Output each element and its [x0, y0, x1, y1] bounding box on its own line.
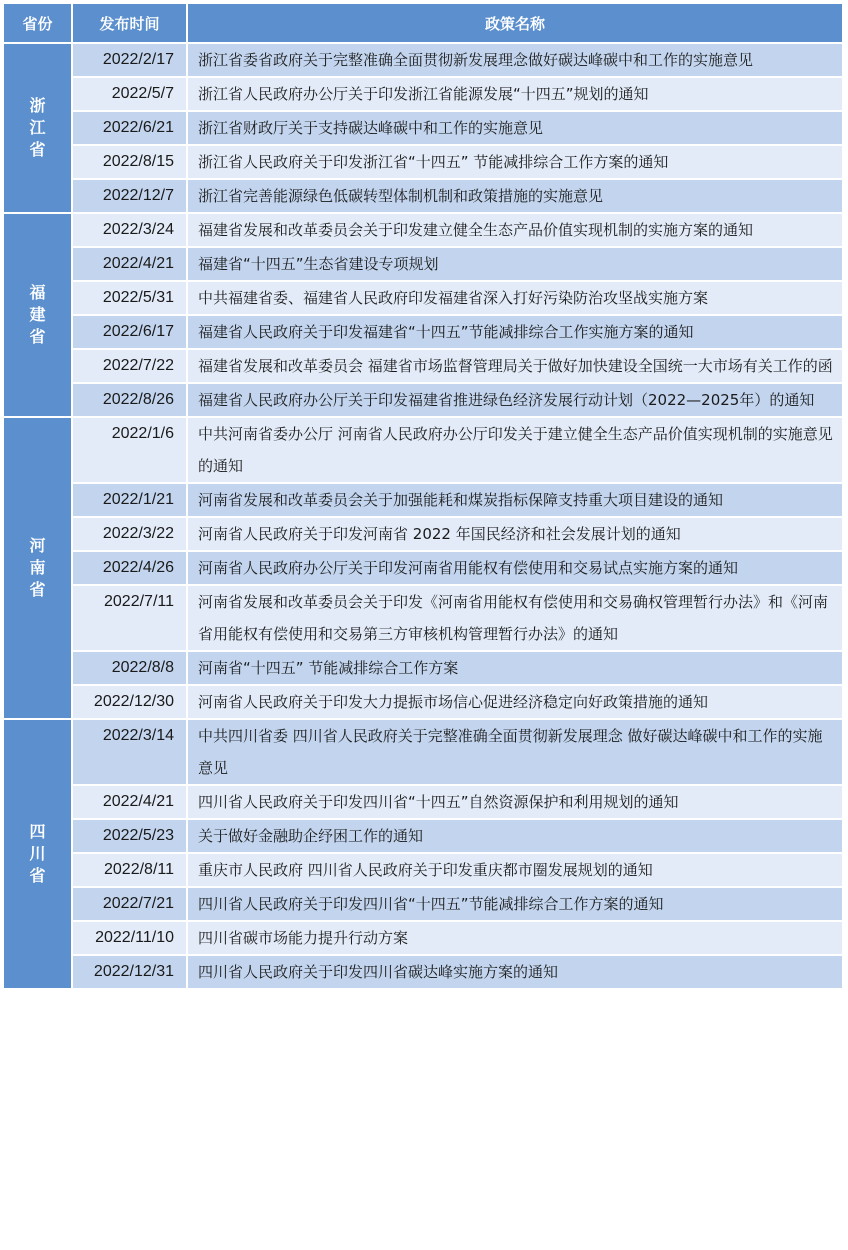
publish-date: 2022/3/22	[73, 518, 188, 552]
table-row	[4, 956, 842, 990]
table-row	[4, 854, 842, 888]
policy-title: 浙江省财政厅关于支持碳达峰碳中和工作的实施意见	[188, 112, 842, 146]
policy-title: 河南省人民政府关于印发大力提振市场信心促进经济稳定向好政策措施的通知	[188, 686, 842, 720]
policy-title: 四川省碳市场能力提升行动方案	[188, 922, 842, 956]
table-row	[4, 78, 842, 112]
policy-table	[4, 4, 842, 990]
table-row	[4, 214, 842, 248]
publish-date: 2022/8/11	[73, 854, 188, 888]
policy-title: 四川省人民政府关于印发四川省“十四五”自然资源保护和利用规划的通知	[188, 786, 842, 820]
policy-title: 关于做好金融助企纾困工作的通知	[188, 820, 842, 854]
table-row	[4, 922, 842, 956]
publish-date: 2022/5/7	[73, 78, 188, 112]
policy-title: 福建省发展和改革委员会 福建省市场监督管理局关于做好加快建设全国统一大市场有关工作的函	[188, 350, 842, 384]
table-row	[4, 586, 842, 652]
publish-date: 2022/2/17	[73, 44, 188, 78]
table-row	[4, 180, 842, 214]
publish-date: 2022/8/15	[73, 146, 188, 180]
policy-title: 浙江省完善能源绿色低碳转型体制机制和政策措施的实施意见	[188, 180, 842, 214]
table-row	[4, 248, 842, 282]
table-row	[4, 418, 842, 484]
policy-title: 河南省人民政府办公厅关于印发河南省用能权有偿使用和交易试点实施方案的通知	[188, 552, 842, 586]
table-row	[4, 44, 842, 78]
publish-date: 2022/4/21	[73, 248, 188, 282]
policy-title: 浙江省人民政府关于印发浙江省“十四五” 节能减排综合工作方案的通知	[188, 146, 842, 180]
publish-date: 2022/8/8	[73, 652, 188, 686]
table-row	[4, 786, 842, 820]
table-row	[4, 686, 842, 720]
policy-title: 四川省人民政府关于印发四川省碳达峰实施方案的通知	[188, 956, 842, 990]
table-row	[4, 282, 842, 316]
table-row	[4, 652, 842, 686]
province-cell	[4, 214, 73, 418]
publish-date: 2022/12/7	[73, 180, 188, 214]
policy-title: 河南省发展和改革委员会关于加强能耗和煤炭指标保障支持重大项目建设的通知	[188, 484, 842, 518]
publish-date: 2022/5/31	[73, 282, 188, 316]
policy-title: 中共四川省委 四川省人民政府关于完整准确全面贯彻新发展理念 做好碳达峰碳中和工作的实施意见	[188, 720, 842, 786]
publish-date: 2022/8/26	[73, 384, 188, 418]
table-row	[4, 888, 842, 922]
province-cell	[4, 720, 73, 990]
header-province: 省份	[4, 4, 73, 44]
province-name: 福建省	[29, 283, 46, 346]
publish-date: 2022/7/22	[73, 350, 188, 384]
policy-title: 福建省“十四五”生态省建设专项规划	[188, 248, 842, 282]
publish-date: 2022/6/21	[73, 112, 188, 146]
publish-date: 2022/1/21	[73, 484, 188, 518]
policy-title: 浙江省委省政府关于完整准确全面贯彻新发展理念做好碳达峰碳中和工作的实施意见	[188, 44, 842, 78]
header-row	[4, 4, 842, 44]
province-name: 浙江省	[29, 96, 46, 159]
policy-title: 福建省发展和改革委员会关于印发建立健全生态产品价值实现机制的实施方案的通知	[188, 214, 842, 248]
publish-date: 2022/12/30	[73, 686, 188, 720]
publish-date: 2022/5/23	[73, 820, 188, 854]
table-row	[4, 484, 842, 518]
publish-date: 2022/7/21	[73, 888, 188, 922]
policy-title: 福建省人民政府办公厅关于印发福建省推进绿色经济发展行动计划（2022—2025年）的通知	[188, 384, 842, 418]
table-row	[4, 146, 842, 180]
province-name: 四川省	[29, 822, 46, 885]
table-row	[4, 552, 842, 586]
policy-title: 四川省人民政府关于印发四川省“十四五”节能减排综合工作方案的通知	[188, 888, 842, 922]
table-row	[4, 720, 842, 786]
publish-date: 2022/6/17	[73, 316, 188, 350]
publish-date: 2022/1/6	[73, 418, 188, 484]
publish-date: 2022/11/10	[73, 922, 188, 956]
province-cell	[4, 44, 73, 214]
policy-title: 中共福建省委、福建省人民政府印发福建省深入打好污染防治攻坚战实施方案	[188, 282, 842, 316]
header-date: 发布时间	[73, 4, 188, 44]
table-row	[4, 820, 842, 854]
policy-title: 河南省发展和改革委员会关于印发《河南省用能权有偿使用和交易确权管理暂行办法》和《河南省用能权有偿使用和交易第三方审核机构管理暂行办法》的通知	[188, 586, 842, 652]
publish-date: 2022/4/21	[73, 786, 188, 820]
header-policy: 政策名称	[188, 4, 842, 44]
table-row	[4, 316, 842, 350]
policy-title: 河南省“十四五” 节能减排综合工作方案	[188, 652, 842, 686]
publish-date: 2022/12/31	[73, 956, 188, 990]
policy-title: 河南省人民政府关于印发河南省 2022 年国民经济和社会发展计划的通知	[188, 518, 842, 552]
table-row	[4, 518, 842, 552]
publish-date: 2022/4/26	[73, 552, 188, 586]
table-row	[4, 384, 842, 418]
publish-date: 2022/7/11	[73, 586, 188, 652]
policy-title: 重庆市人民政府 四川省人民政府关于印发重庆都市圈发展规划的通知	[188, 854, 842, 888]
table-row	[4, 112, 842, 146]
province-name: 河南省	[29, 536, 46, 599]
publish-date: 2022/3/14	[73, 720, 188, 786]
table-row	[4, 350, 842, 384]
policy-title: 中共河南省委办公厅 河南省人民政府办公厅印发关于建立健全生态产品价值实现机制的实施意见的通知	[188, 418, 842, 484]
policy-title: 浙江省人民政府办公厅关于印发浙江省能源发展“十四五”规划的通知	[188, 78, 842, 112]
table-body	[4, 44, 842, 990]
province-cell	[4, 418, 73, 720]
policy-title: 福建省人民政府关于印发福建省“十四五”节能减排综合工作实施方案的通知	[188, 316, 842, 350]
publish-date: 2022/3/24	[73, 214, 188, 248]
